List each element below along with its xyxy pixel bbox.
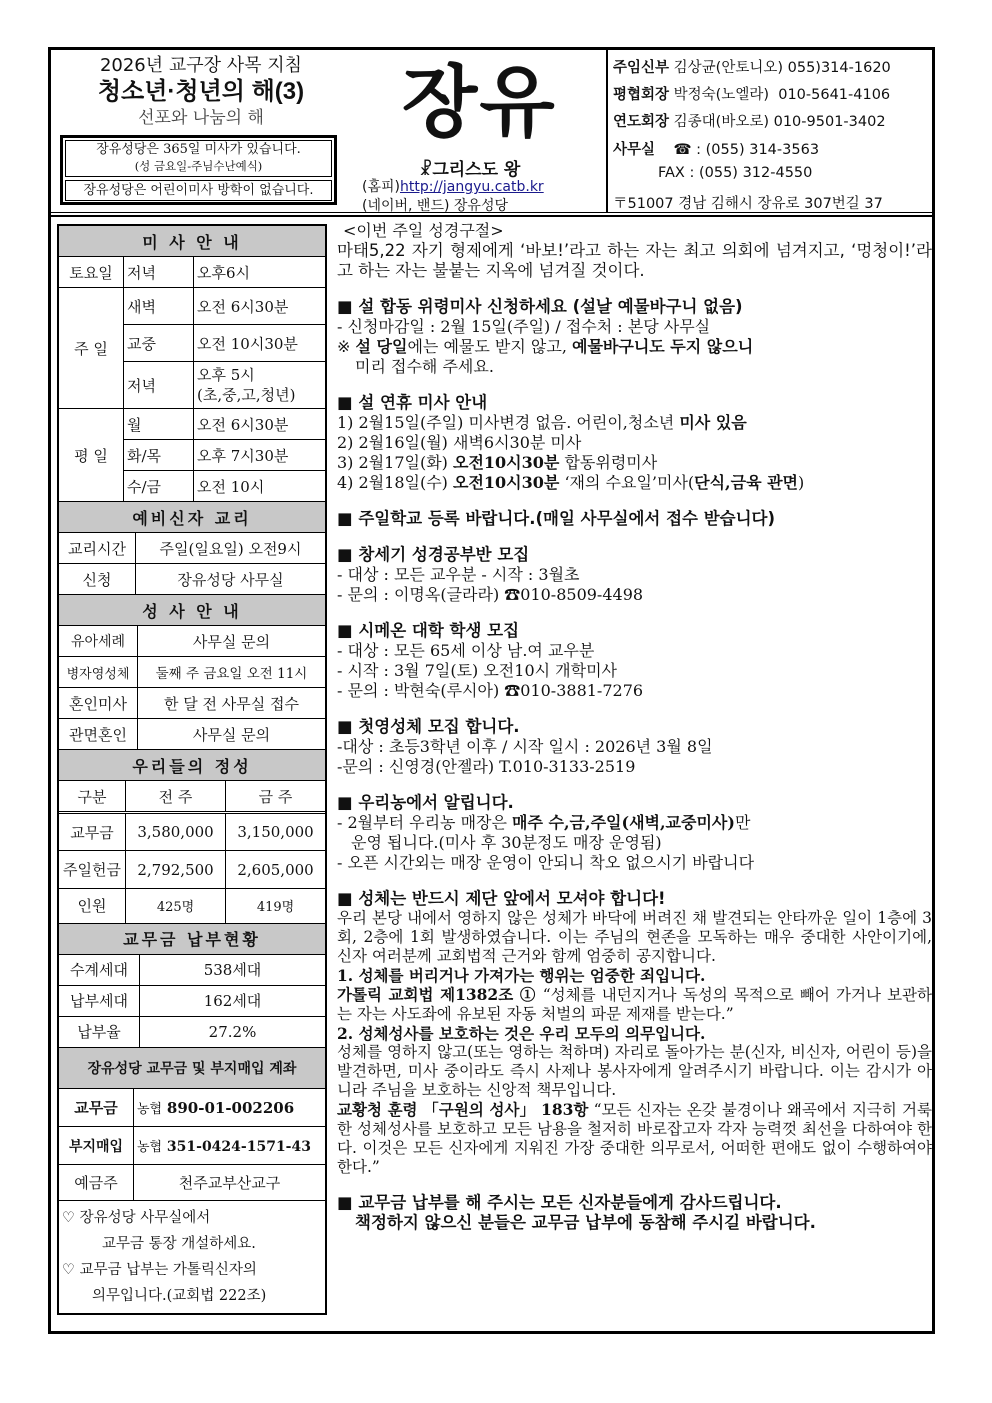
dues-label: 납부세대 — [59, 985, 140, 1016]
section-first-communion-title: ■ 첫영성체 모집 합니다. — [337, 717, 520, 736]
text: 3) 2월17일(화) — [337, 453, 453, 472]
mass-slot: 수/금 — [124, 471, 194, 502]
law-reference: 가톨릭 교회법 제1382조 ① — [337, 985, 537, 1004]
sns-info: (네이버, 밴드) 장유성당 — [362, 198, 508, 214]
eucharist-point-2: 2. 성체성사를 보호하는 것은 우리 모두의 의무입니다. — [337, 1024, 706, 1043]
section-eucharist-title: ■ 성체는 반드시 제단 앞에서 모셔야 합니다! — [337, 889, 666, 908]
offerings-prev: 2,792,500 — [126, 851, 226, 889]
text: ‘재의 수요일’미사( — [559, 473, 695, 492]
offerings-prev: 425명 — [126, 889, 226, 923]
offerings-label: 교무금 — [59, 813, 126, 851]
mass-time: 오전 10시30분 — [194, 325, 327, 362]
bulletin-page — [48, 47, 935, 1334]
section-line: -대상 : 초등3학년 이후 / 시작 일시 : 2026년 3월 8일 — [337, 737, 713, 756]
text: 4) 2월18일(수) — [337, 473, 453, 492]
section-line: - 오픈 시간외는 매장 운영이 안되니 착오 없으시기 바랍니다 — [337, 853, 755, 872]
dues-status-title: 교무금 납부현황 — [58, 923, 326, 954]
sacraments-table — [59, 626, 325, 749]
emphasis: 오전10시30분 — [453, 473, 560, 492]
phone-icon: ☎ — [673, 142, 692, 158]
bulletin-body — [51, 217, 932, 1331]
text: - 2월부터 우리농 매장은 — [337, 813, 513, 832]
subtheme: 선포와 나눔의 해 — [138, 108, 264, 128]
section-line: 미리 접수해 주세요. — [355, 357, 494, 376]
catechumen-value: 장유성당 사무실 — [136, 564, 326, 595]
contact-yeondo-president — [613, 110, 886, 131]
sacrament-label: 관면혼인 — [59, 719, 138, 750]
sacrament-label: 혼인미사 — [59, 688, 138, 719]
contact-phone: 055)314-1620 — [787, 60, 891, 76]
account-value — [134, 1089, 326, 1127]
bulletin-header — [51, 50, 932, 212]
canon-law-quote — [337, 985, 932, 1024]
address — [613, 192, 883, 213]
catechumen-label: 신청 — [59, 564, 136, 595]
office-label: 사무실 — [613, 142, 656, 158]
year-line: 2026년 교구장 사목 지침 — [99, 55, 303, 76]
offerings-table — [59, 781, 325, 923]
section-line: 운영 됩니다.(미사 후 30분정도 매장 운영됨) — [351, 833, 662, 852]
office-phone — [613, 138, 819, 159]
mass-time: 오전 6시30분 — [194, 288, 327, 325]
note-line: ♡ 교무금 납부는 가톨릭신자의 — [62, 1262, 257, 1278]
accounts-title: 장유성당 교무금 및 부지매입 계좌 — [58, 1047, 326, 1088]
contact-phone: 010-5641-4106 — [778, 87, 891, 103]
offerings-curr: 2,605,000 — [226, 851, 325, 889]
emphasis: 매주 수,금,주일(새벽,교중미사) — [512, 813, 735, 832]
sacrament-value: 사무실 문의 — [138, 719, 326, 750]
mass-time-note: (초,중,고,청년) — [197, 386, 296, 404]
chi-rho-icon: ☧ — [419, 160, 433, 180]
account-bank: 농협 — [137, 1140, 163, 1155]
announcements — [337, 221, 932, 1233]
section-line — [337, 813, 932, 833]
account-label: 교무금 — [59, 1089, 134, 1127]
emphasis: 미사 있음 — [679, 413, 747, 432]
notice-children-mass: 장유성당은 어린이미사 방학이 없습니다. — [65, 180, 332, 201]
masthead — [359, 50, 609, 212]
dues-value: 162세대 — [140, 985, 326, 1016]
pastoral-theme — [51, 50, 351, 212]
parish-logo: 장유 — [402, 58, 557, 148]
section-thanks-title: ■ 교무금 납부를 해 주시는 모든 신자분들에게 감사드립니다. — [337, 1193, 782, 1212]
law-reference: 교황청 훈령 「구원의 성사」 183항 — [337, 1100, 589, 1119]
notice-box — [60, 135, 337, 205]
gospel-text: 마태5,22 자기 형제에게 ‘바보!’라고 하는 자는 최고 의회에 넘겨지고, ‘멍청이!’라고 하는 자는 불붙는 지옥에 넘겨질 것이다. — [337, 241, 932, 280]
section-line: - 시작 : 3월 7일(토) 오전10시 개학미사 — [337, 661, 617, 680]
section-thanks-line: 책정하지 않으신 분들은 교무금 납부에 동참해 주시길 바랍니다. — [355, 1213, 816, 1232]
notice-daily-mass — [65, 140, 332, 177]
mass-schedule-title: 미 사 안 내 — [58, 225, 326, 257]
emphasis: 예물바구니도 두지 않으니 — [572, 337, 754, 356]
section-simeon-college-title: ■ 시메온 대학 학생 모집 — [337, 621, 520, 640]
section-line — [337, 337, 932, 357]
dues-value: 538세대 — [140, 955, 326, 986]
sacrament-value: 둘째 주 금요일 오전 11시 — [138, 657, 326, 688]
mass-day: 주 일 — [58, 288, 124, 409]
account-holder: 천주교부산교구 — [134, 1165, 326, 1201]
theme-title: 청소년·청년의 해(3) — [97, 78, 305, 105]
contact-role: 연도회장 — [613, 114, 670, 130]
section-line: -문의 : 신영경(안젤라) T.010-3133-2519 — [337, 757, 636, 776]
mass-slot: 교중 — [124, 325, 194, 362]
sacraments-title: 성 사 안 내 — [58, 595, 326, 626]
offerings-label: 인원 — [59, 889, 126, 923]
text: ) — [798, 473, 805, 492]
fax-number: : (055) 312-4550 — [689, 165, 813, 181]
account-bank: 농협 — [137, 1101, 163, 1117]
mass-day: 토요일 — [58, 257, 124, 288]
dues-status-table — [59, 955, 325, 1047]
offerings-prev: 3,580,000 — [126, 813, 226, 851]
dues-value: 27.2% — [140, 1016, 326, 1047]
contact-name: 김상균(안토니오) — [673, 60, 784, 76]
instruction-quote — [337, 1100, 932, 1177]
sacrament-value: 한 달 전 사무실 접수 — [138, 688, 326, 719]
mass-time: 오전 6시30분 — [194, 409, 327, 440]
offerings-title: 우리들의 정성 — [58, 750, 326, 781]
section-line: - 대상 : 모든 교우분 - 시작 : 3월초 — [337, 565, 580, 584]
law-text: “성체를 내던지거나 독성의 목적으로 빼어 가거나 보관하는 자는 사도좌에 유보된 자동 처벌의 파문 제재를 받는다.” — [337, 986, 932, 1023]
mass-slot: 저녁 — [124, 362, 194, 409]
account-number: 351-0424-1571-43 — [166, 1139, 311, 1155]
fax-label: FAX — [658, 165, 685, 181]
section-line: 2) 2월16일(월) 새벽6시30분 미사 — [337, 433, 582, 452]
address-text: 51007 경남 김해시 장유로 307번길 37 — [627, 196, 883, 212]
section-line: - 신청마감일 : 2월 15일(주일) / 접수처 : 본당 사무실 — [337, 317, 711, 336]
eucharist-paragraph: 우리 본당 내에서 영하지 않은 성체가 바닥에 버려진 채 발견되는 안타까운 일이 1층에 3회, 2층에 1회 발생하였습니다. 이는 주님의 현존을 모독하는 매우 중대한 사안이기에, 신자 여러분께 교회법적 근거와 함께 엄중히 공지합니다. — [337, 909, 932, 965]
eucharist-point-2-text: 성체를 영하지 않고(또는 영하는 척하며) 자리로 돌아가는 분(신자, 비신자, 어린이 등)을 발견하면, 미사 중이라도 즉시 사제나 봉사자에게 알려주시기 바랍니다. 이는 감시가 아니라 주님을 보호하는 신앙적 책무입니다. — [337, 1043, 932, 1099]
contact-info — [606, 50, 934, 212]
note-line: 의무입니다.(교회법 222조) — [92, 1288, 267, 1304]
mass-time: 오후 7시30분 — [194, 440, 327, 471]
mass-day: 평 일 — [58, 409, 124, 502]
emphasis: 설 당일 — [355, 337, 408, 356]
account-number: 890-01-002206 — [166, 1098, 295, 1117]
catechumen-label: 교리시간 — [59, 533, 136, 564]
motto-text: 그리스도 왕 — [432, 160, 521, 180]
eucharist-point-1: 1. 성체를 버리거나 가져가는 행위는 엄중한 죄입니다. — [337, 966, 706, 985]
homepage-label: (홈피) — [362, 179, 400, 195]
offerings-curr: 419명 — [226, 889, 325, 923]
offerings-rows — [58, 781, 326, 924]
offerings-col-header: 금 주 — [226, 781, 325, 813]
text: 에는 예물도 받지 않고, — [407, 337, 572, 356]
homepage-link[interactable]: http://jangyu.catb.kr — [399, 179, 544, 195]
text: 합동위령미사 — [559, 453, 658, 472]
contact-name: 박정숙(노엘라) — [673, 87, 769, 103]
section-line — [337, 453, 932, 473]
dues-label: 납부율 — [59, 1016, 140, 1047]
section-urinong-title: ■ 우리농에서 알립니다. — [337, 793, 514, 812]
accounts-table — [59, 1089, 325, 1314]
mass-time-main: 오후 5시 — [197, 366, 255, 384]
catechumen-title: 예비신자 교리 — [58, 502, 326, 533]
mass-slot: 화/목 — [124, 440, 194, 471]
sacrament-label: 유아세례 — [59, 626, 138, 657]
sacrament-value: 사무실 문의 — [138, 626, 326, 657]
offerings-col-header: 전 주 — [126, 781, 226, 813]
offerings-col-header: 구분 — [59, 781, 126, 813]
note-line: ♡ 장유성당 사무실에서 — [62, 1210, 211, 1226]
postal-icon: 〒 — [613, 196, 628, 212]
text: 만 — [734, 813, 751, 832]
text: 1) 2월15일(주일) 미사변경 없음. 어린이,청소년 — [337, 413, 680, 432]
section-line — [337, 413, 932, 433]
emphasis: 오전10시30분 — [453, 453, 560, 472]
offerings-label: 주일헌금 — [59, 851, 126, 889]
mass-time: 오전 10시 — [194, 471, 327, 502]
section-genesis-study-title: ■ 창세기 성경공부반 모집 — [337, 545, 530, 564]
section-sunday-school-title: ■ 주일학교 등록 바랍니다.(매일 사무실에서 접수 받습니다) — [337, 509, 776, 528]
mass-slot: 새벽 — [124, 288, 194, 325]
office-phone-number: : (055) 314-3563 — [696, 142, 820, 158]
section-line: - 문의 : 박현숙(루시아) ☎010-3881-7276 — [337, 681, 644, 700]
mass-slot: 저녁 — [124, 257, 194, 288]
gospel-title: <이번 주일 성경구절> — [343, 221, 504, 240]
homepage — [362, 176, 544, 196]
office-fax — [658, 165, 812, 181]
mass-time: 오후6시 — [194, 257, 327, 288]
sacrament-label: 병자영성체 — [59, 657, 138, 688]
catechumen-rows — [58, 533, 326, 595]
mass-slot: 월 — [124, 409, 194, 440]
section-line — [337, 473, 932, 493]
emphasis: 단식,금육 관면 — [694, 473, 799, 492]
sidebar — [57, 224, 327, 1315]
dues-label: 수계세대 — [59, 955, 140, 986]
contact-pastor — [613, 56, 891, 77]
account-label: 부지매입 — [59, 1127, 134, 1165]
dues-status-rows — [58, 954, 326, 1047]
mass-time — [194, 362, 327, 409]
account-label: 예금주 — [59, 1165, 134, 1201]
contact-role: 주임신부 — [613, 60, 670, 76]
law-text: “모든 신자는 온갖 불경이나 왜곡에서 지극히 거룩한 성체성사를 보호하고 모든 남용을 철저히 바로잡고자 각자 능력껏 최선을 다하여야 한다. 이것은 모든 신자에게 지워진 가장 중대한 의무로서, 어떠한 편애도 없이 수행하여야 한다.” — [337, 1101, 932, 1176]
note-mark: ※ — [337, 337, 356, 356]
note-line: 교무금 통장 개설하세요. — [102, 1236, 256, 1252]
section-line: - 대상 : 모든 65세 이상 남.여 교우분 — [337, 641, 595, 660]
offerings-curr: 3,150,000 — [226, 813, 325, 851]
accounts-notes — [59, 1201, 325, 1314]
accounts-rows — [58, 1088, 326, 1314]
account-value — [134, 1127, 326, 1165]
contact-role: 평협회장 — [613, 87, 670, 103]
section-line: - 문의 : 이명옥(글라라) ☎010-8509-4498 — [337, 585, 644, 604]
section-memorial-mass-title: ■ 설 합동 위령미사 신청하세요 (설날 예물바구니 없음) — [337, 297, 743, 316]
contact-name: 김종대(바오로) — [673, 114, 769, 130]
notice-daily-mass-sub: (성 금요일-주님수난예식) — [134, 159, 263, 173]
section-holiday-mass-title: ■ 설 연휴 미사 안내 — [337, 393, 488, 412]
mass-schedule-table — [57, 224, 327, 1315]
catechumen-table — [59, 533, 325, 594]
catechumen-value: 주일(일요일) 오전9시 — [136, 533, 326, 564]
sacraments-rows — [58, 626, 326, 750]
contact-council-president — [613, 83, 890, 104]
contact-phone: 010-9501-3402 — [773, 114, 886, 130]
notice-daily-mass-text: 장유성당은 365일 미사가 있습니다. — [96, 142, 301, 157]
